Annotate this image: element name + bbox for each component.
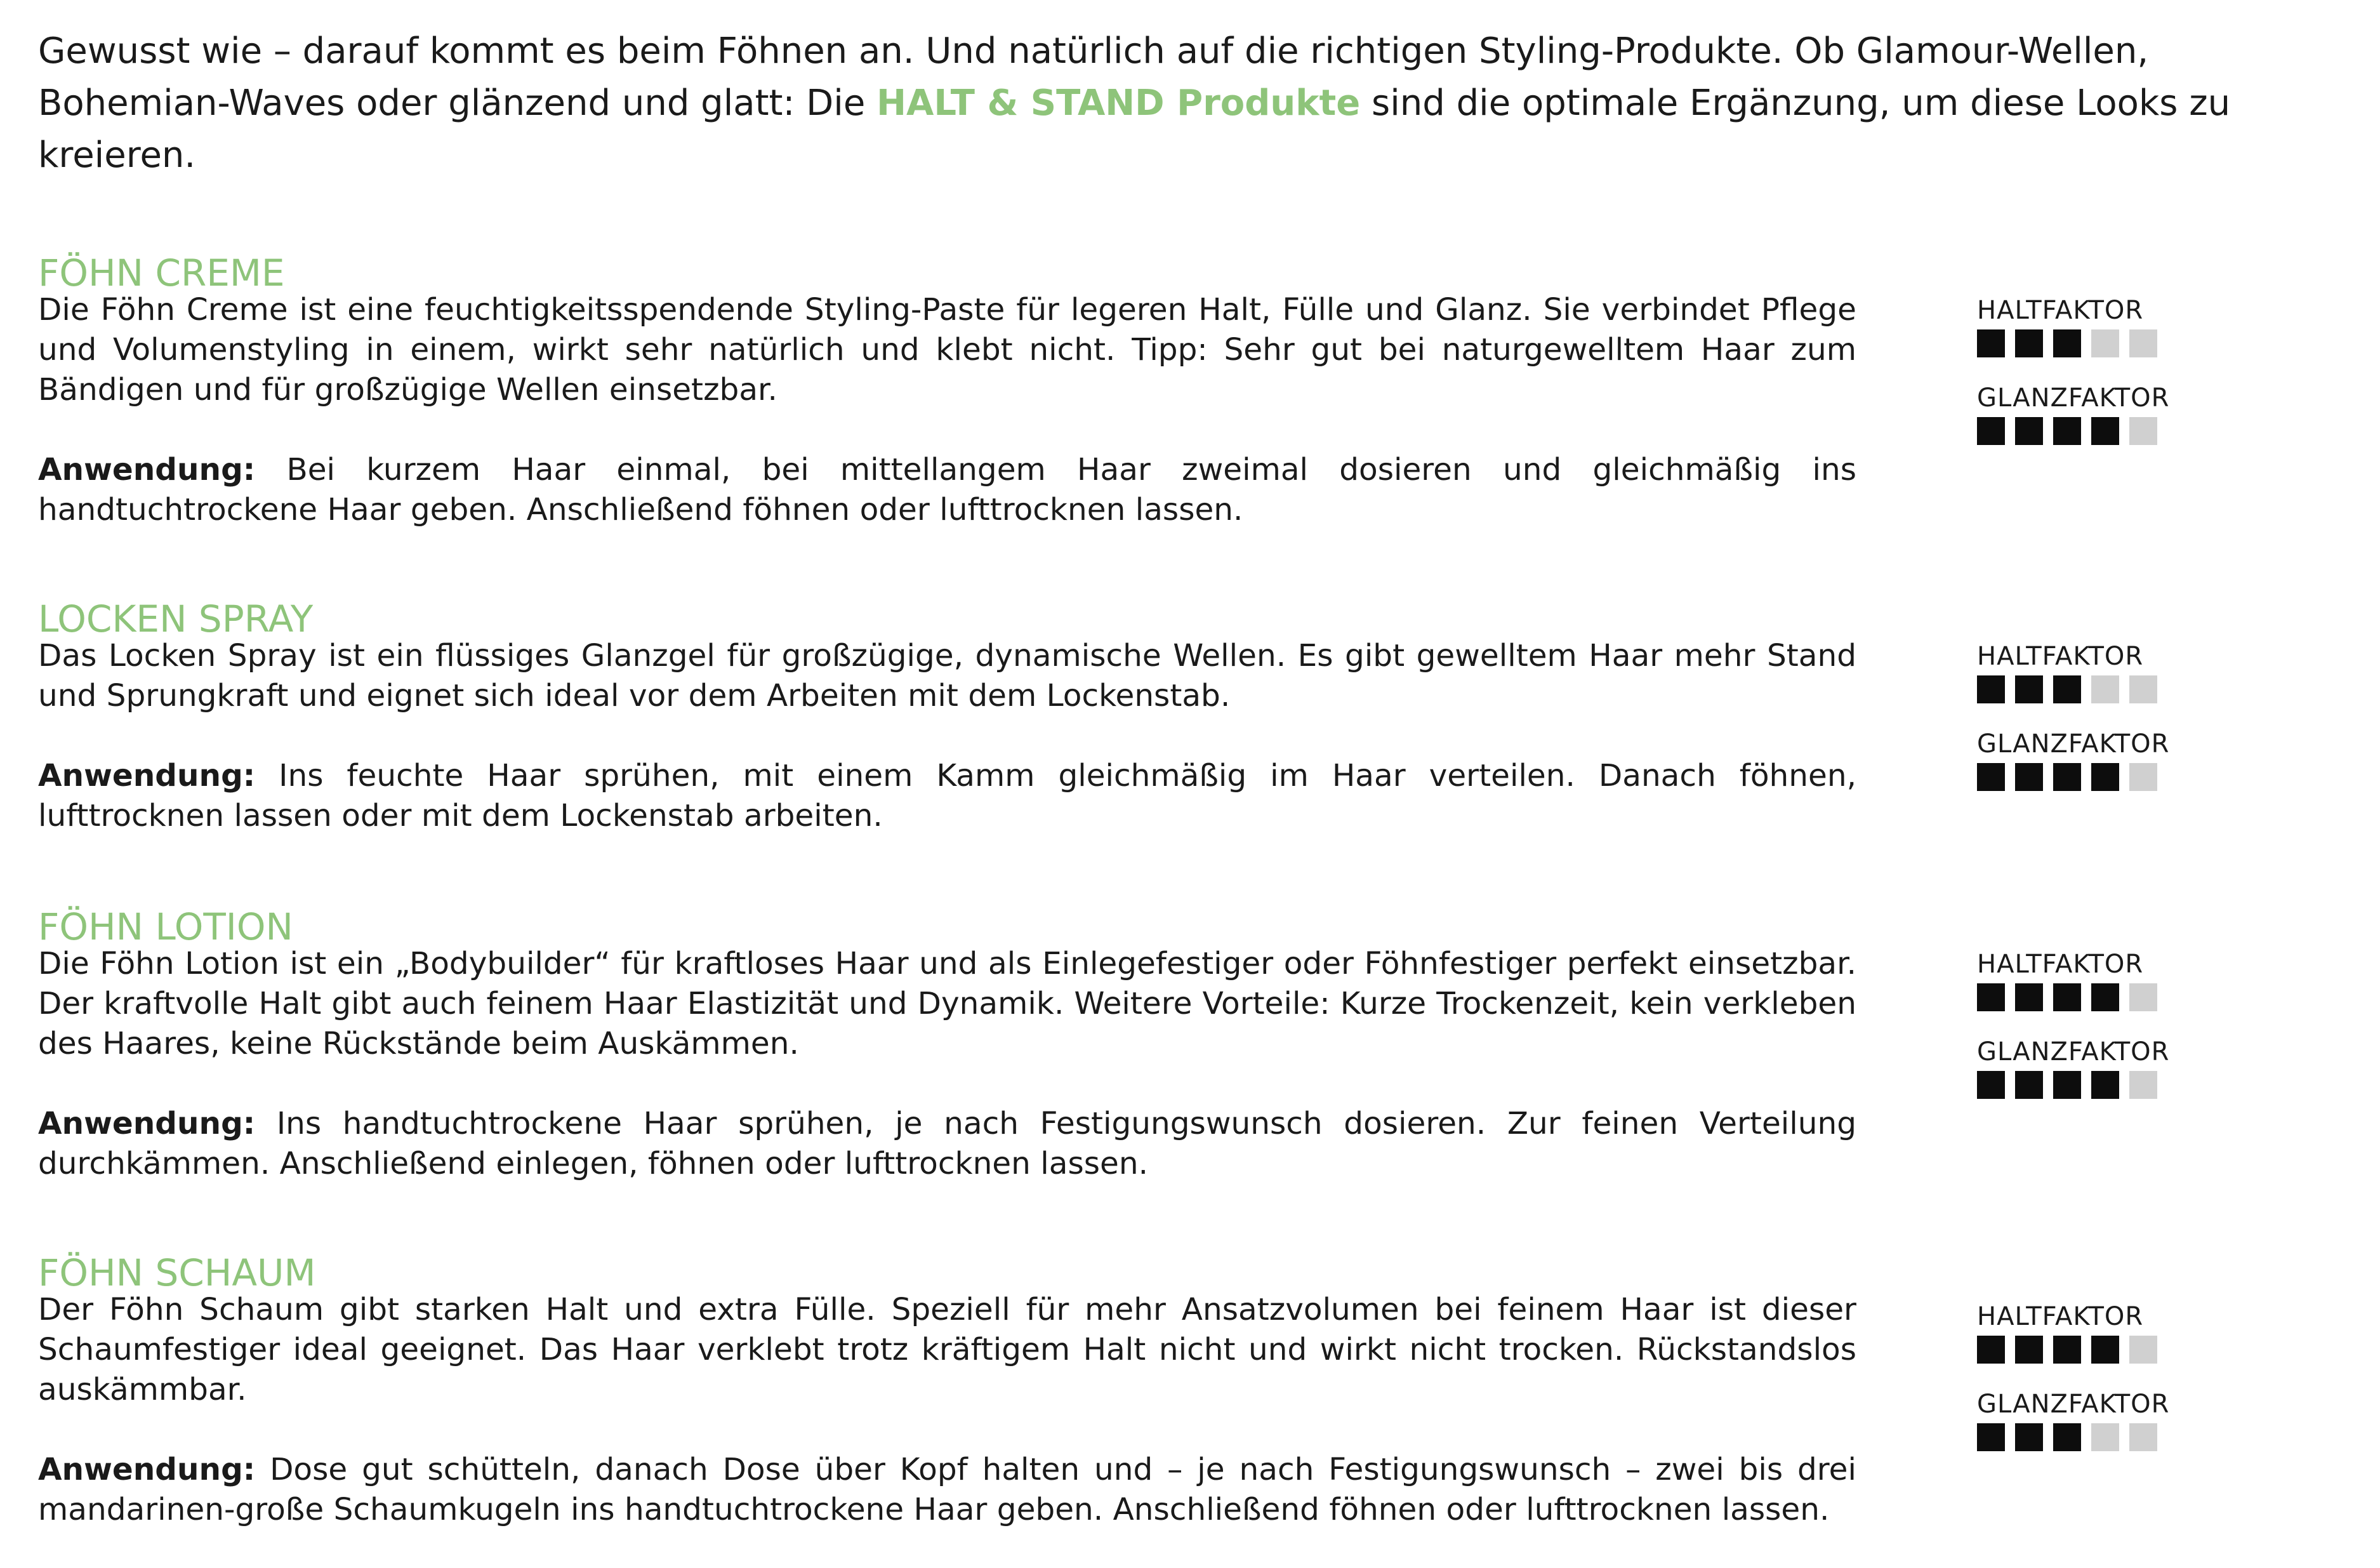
rating-square-filled: [1977, 1336, 2005, 1364]
rating-square-filled: [1977, 1071, 2005, 1099]
rating-square-empty: [2091, 329, 2119, 357]
rating-square-filled: [2053, 1423, 2081, 1451]
rating-square-filled: [1977, 675, 2005, 703]
rating-square-filled: [2015, 1071, 2043, 1099]
product-section-foehn-creme: [38, 251, 2361, 568]
product-description: Der Föhn Schaum gibt starken Halt und extra Fülle. Speziell für mehr Ansatzvolumen bei feinem Haar ist dieser Schaumfestiger ideal geeignet. Das Haar verklebt trotz kräftigem Halt nicht und wirkt nicht trocken. Rückstandslos auskämmbar.: [38, 1292, 1856, 1407]
rating-square-filled: [2091, 983, 2119, 1011]
hold-label: HALTFAKTOR: [1977, 642, 2144, 671]
rating-square-filled: [2091, 417, 2119, 445]
rating-square-filled: [2053, 1336, 2081, 1364]
product-application: [38, 450, 1856, 530]
application-label: Anwendung:: [38, 758, 256, 794]
product-text: [38, 290, 1856, 530]
application-label: Anwendung:: [38, 1106, 256, 1141]
application-text: Ins handtuchtrockene Haar sprühen, je nach Festigungswunsch dosieren. Zur feinen Verteilung durchkämmen. Anschließend einlegen, föhnen oder lufttrocknen lassen.: [38, 1106, 1856, 1181]
rating-square-empty: [2129, 329, 2157, 357]
hold-label: HALTFAKTOR: [1977, 296, 2144, 325]
rating-square-empty: [2129, 983, 2157, 1011]
rating-square-empty: [2129, 763, 2157, 791]
rating-square-empty: [2091, 1423, 2119, 1451]
intro-text-end: sind die optimale Ergänzung, um diese Looks zu kreieren.: [38, 83, 2231, 176]
product-title: FÖHN LOTION: [38, 905, 293, 948]
rating-square-filled: [1977, 983, 2005, 1011]
rating-square-empty: [2129, 1071, 2157, 1099]
rating-square-filled: [1977, 763, 2005, 791]
rating-square-empty: [2129, 1336, 2157, 1364]
application-text: Dose gut schütteln, danach Dose über Kopf halten und – je nach Festigungswunsch – zwei bis drei mandarinen-große Schaumkugeln ins handtuchtrockene Haar geben. Anschließend föhnen oder lufttrocknen lassen.: [38, 1452, 1856, 1527]
rating-square-filled: [2015, 983, 2043, 1011]
hold-label: HALTFAKTOR: [1977, 950, 2144, 979]
shine-rating: [1977, 1423, 2186, 1451]
rating-square-empty: [2129, 417, 2157, 445]
product-ratings: [1977, 641, 2186, 816]
product-application: [38, 756, 1856, 836]
intro-brand-highlight: HALT & STAND Produkte: [876, 83, 1361, 124]
rating-square-filled: [2053, 417, 2081, 445]
shine-rating: [1977, 763, 2186, 791]
rating-square-filled: [2015, 763, 2043, 791]
product-section-foehn-schaum: [38, 1251, 2361, 1568]
application-text: Bei kurzem Haar einmal, bei mittellangem Haar zweimal dosieren und gleichmäßig ins handtuchtrockene Haar geben. Anschließend föhnen oder lufttrocknen lassen.: [38, 452, 1856, 528]
rating-square-empty: [2091, 675, 2119, 703]
shine-label: GLANZFAKTOR: [1977, 1037, 2170, 1066]
rating-square-filled: [1977, 329, 2005, 357]
shine-label: GLANZFAKTOR: [1977, 383, 2170, 413]
rating-square-filled: [2015, 1336, 2043, 1364]
rating-square-filled: [2091, 1071, 2119, 1099]
rating-square-filled: [2091, 1336, 2119, 1364]
product-ratings: [1977, 949, 2186, 1124]
product-application: [38, 1104, 1856, 1184]
intro-paragraph: [38, 25, 2297, 182]
rating-square-filled: [2015, 675, 2043, 703]
rating-square-filled: [2015, 1423, 2043, 1451]
rating-square-filled: [2091, 763, 2119, 791]
product-title: FÖHN SCHAUM: [38, 1251, 316, 1294]
rating-square-filled: [1977, 1423, 2005, 1451]
hold-rating: [1977, 329, 2186, 357]
rating-square-filled: [1977, 417, 2005, 445]
rating-square-filled: [2015, 329, 2043, 357]
application-label: Anwendung:: [38, 1452, 256, 1487]
intro-text-start: Gewusst wie – darauf kommt es beim Föhnen an. Und natürlich auf die richtigen Styling-Produkte. Ob Glamour-Wellen, Bohemian-Waves oder glänzend und glatt: Die: [38, 30, 2149, 124]
product-description: Die Föhn Creme ist eine feuchtigkeitsspendende Styling-Paste für legeren Halt, Fülle und Glanz. Sie verbindet Pflege und Volumenstyling in einem, wirkt sehr natürlich und klebt nicht. Tipp: Sehr gut bei naturgewelltem Haar zum Bändigen und für großzügige Wellen einsetzbar.: [38, 292, 1856, 408]
shine-rating: [1977, 417, 2186, 445]
product-text: [38, 636, 1856, 836]
product-section-locken-spray: [38, 597, 2361, 914]
product-title: FÖHN CREME: [38, 251, 285, 295]
product-section-foehn-lotion: [38, 905, 2361, 1222]
product-application: [38, 1450, 1856, 1530]
hold-rating: [1977, 1336, 2186, 1364]
shine-label: GLANZFAKTOR: [1977, 1390, 2170, 1419]
hold-rating: [1977, 675, 2186, 703]
rating-square-empty: [2129, 1423, 2157, 1451]
product-text: [38, 944, 1856, 1184]
rating-square-filled: [2053, 675, 2081, 703]
product-text: [38, 1290, 1856, 1530]
shine-label: GLANZFAKTOR: [1977, 729, 2170, 759]
product-ratings: [1977, 1301, 2186, 1477]
product-description: Das Locken Spray ist ein flüssiges Glanzgel für großzügige, dynamische Wellen. Es gibt gewelltem Haar mehr Stand und Sprungkraft und eignet sich ideal vor dem Arbeiten mit dem Lockenstab.: [38, 638, 1856, 714]
product-ratings: [1977, 295, 2186, 470]
rating-square-filled: [2015, 417, 2043, 445]
rating-square-filled: [2053, 329, 2081, 357]
hold-rating: [1977, 983, 2186, 1011]
hold-label: HALTFAKTOR: [1977, 1302, 2144, 1331]
rating-square-filled: [2053, 763, 2081, 791]
rating-square-filled: [2053, 983, 2081, 1011]
rating-square-filled: [2053, 1071, 2081, 1099]
application-label: Anwendung:: [38, 452, 256, 488]
product-description: Die Föhn Lotion ist ein „Bodybuilder“ für kraftloses Haar und als Einlegefestiger oder Föhnfestiger perfekt einsetzbar. Der kraftvolle Halt gibt auch feinem Haar Elastizität und Dynamik. Weitere Vorteile: Kurze Trockenzeit, kein verkleben des Haares, keine Rückstände beim Auskämmen.: [38, 946, 1856, 1061]
shine-rating: [1977, 1071, 2186, 1099]
application-text: Ins feuchte Haar sprühen, mit einem Kamm gleichmäßig im Haar verteilen. Danach föhnen, lufttrocknen lassen oder mit dem Lockenstab arbeiten.: [38, 758, 1856, 834]
rating-square-empty: [2129, 675, 2157, 703]
product-title: LOCKEN SPRAY: [38, 597, 314, 641]
